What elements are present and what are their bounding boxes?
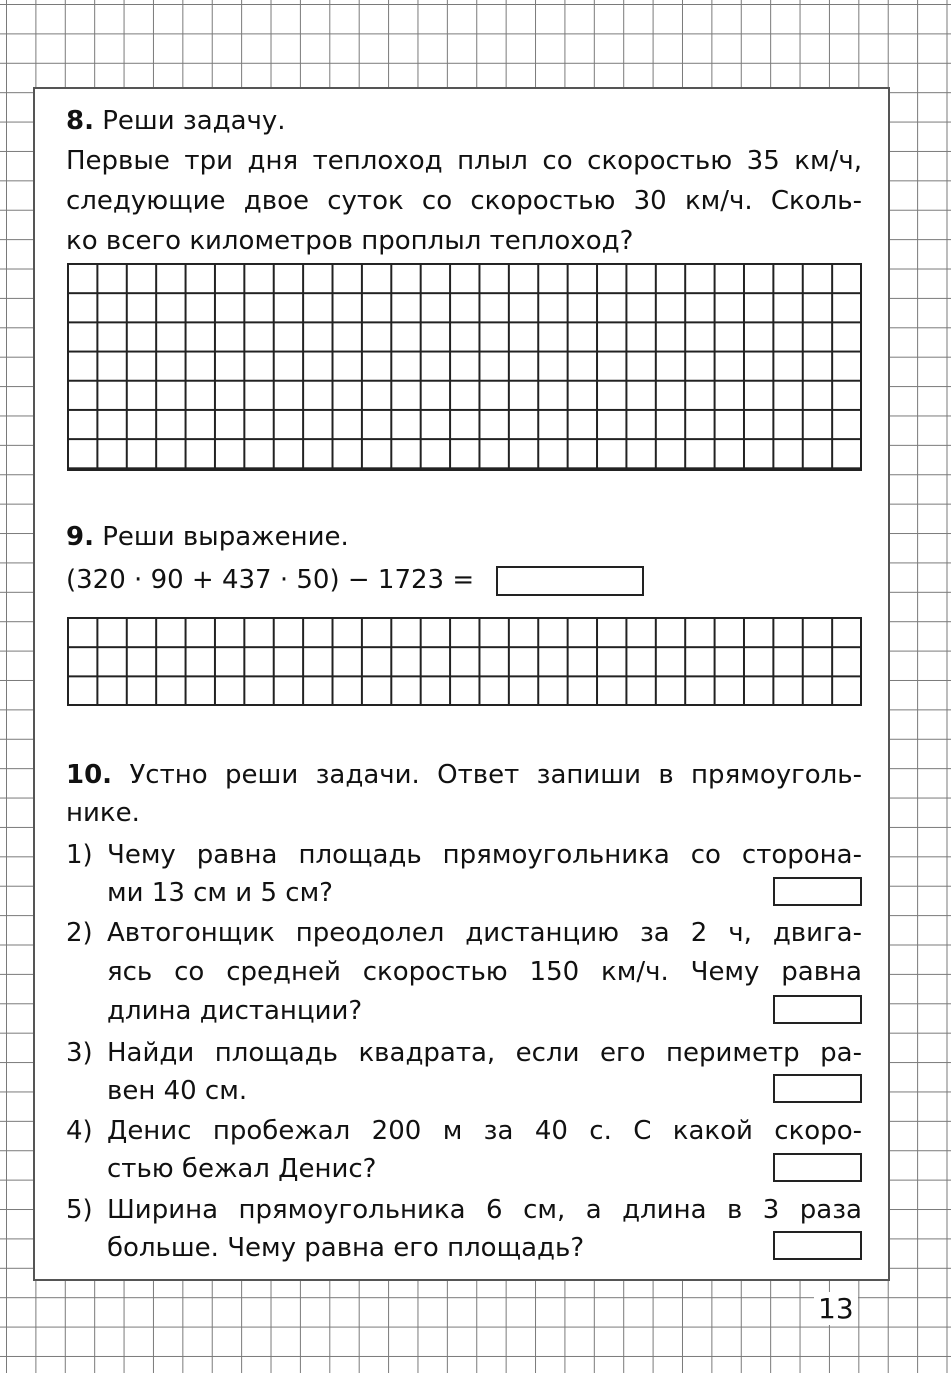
task10-item-3-answer-box[interactable] [773, 1074, 862, 1103]
task9-answer-box[interactable] [496, 566, 644, 596]
task8-line-1: Первые три дня теплоход плыл со скоростью 35 км/ч, [66, 146, 862, 176]
task9-title: Реши выражение. [102, 522, 349, 552]
task9-expression: (320 · 90 + 437 · 50) − 1723 = [66, 565, 475, 595]
task10-item-5-answer-box[interactable] [773, 1231, 862, 1260]
task10-item-2-label: 2) [66, 918, 93, 948]
task10-item-2-answer-box[interactable] [773, 995, 862, 1024]
task8-answer-grid[interactable] [67, 263, 862, 471]
task10-item-5-label: 5) [66, 1195, 93, 1225]
task8-line-2: следующие двое суток со скоростью 30 км/ч. Сколь- [66, 186, 862, 216]
task8-line-3: ко всего километров проплыл теплоход? [66, 226, 634, 256]
task10-item-5-line-1: Ширина прямоугольника 6 см, а длина в 3 раза [107, 1195, 862, 1225]
task10-item-4-answer-box[interactable] [773, 1153, 862, 1182]
task10-intro-line-1: 10. Устно реши задачи. Ответ запиши в прямоуголь- [66, 760, 863, 790]
task10-intro-line-2: нике. [66, 798, 140, 828]
task10-item-3-line-1: Найди площадь квадрата, если его периметр ра- [107, 1038, 862, 1068]
task10-item-5-line-2: больше. Чему равна его площадь? [107, 1233, 585, 1263]
task10-item-1-line-2: ми 13 см и 5 см? [107, 878, 333, 908]
task9-number: 9. [66, 522, 94, 552]
task10-number: 10. [66, 760, 113, 790]
task10-item-1-answer-box[interactable] [773, 877, 862, 906]
task10-item-1-label: 1) [66, 840, 93, 870]
task9-answer-grid[interactable] [67, 617, 862, 706]
task8-heading [66, 102, 286, 141]
task10-item-3-line-2: вен 40 см. [107, 1076, 248, 1106]
task10-item-2-line-2: ясь со средней скоростью 150 км/ч. Чему равна [107, 957, 862, 987]
task8-title: Реши задачу. [102, 106, 286, 136]
task10-item-2-line-1: Автогонщик преодолел дистанцию за 2 ч, двига- [107, 918, 862, 948]
task10-item-3-label: 3) [66, 1038, 93, 1068]
task10-item-4-line-1: Денис пробежал 200 м за 40 с. С какой скоро- [107, 1116, 862, 1146]
task9-heading [66, 518, 349, 557]
task10-item-1-line-1: Чему равна площадь прямоугольника со сторона- [107, 840, 862, 870]
task10-item-4-label: 4) [66, 1116, 93, 1146]
task8-number: 8. [66, 106, 94, 136]
task10-item-2-line-3: длина дистанции? [107, 996, 363, 1026]
page-number: 13 [814, 1292, 858, 1325]
task10-item-4-line-2: стью бежал Денис? [107, 1154, 377, 1184]
